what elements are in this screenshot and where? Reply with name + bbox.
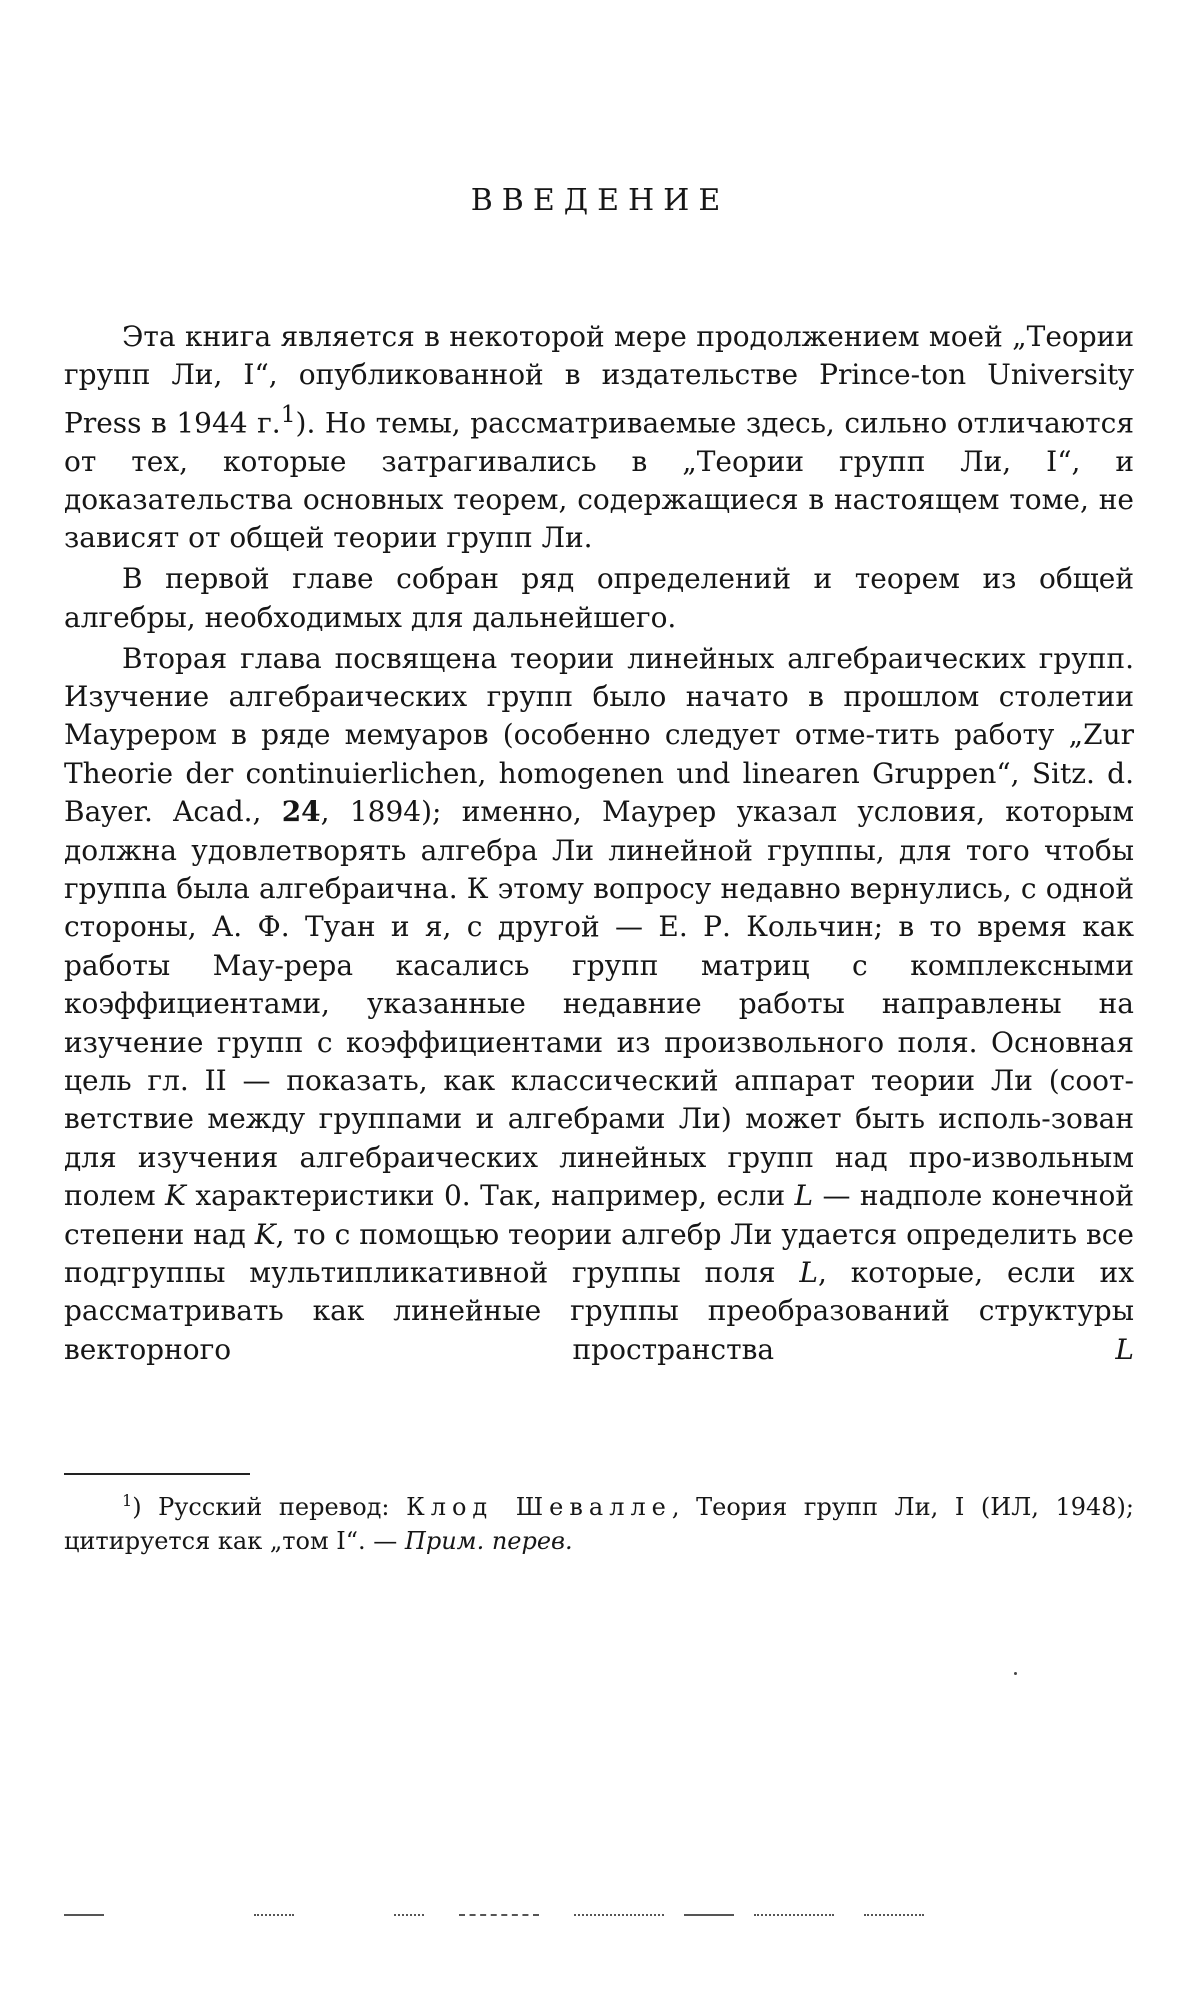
volume-number: 24: [282, 795, 321, 828]
scan-speck: [1014, 1672, 1017, 1675]
page-title: ВВЕДЕНИЕ: [0, 181, 1200, 221]
scan-mark: [394, 1914, 424, 1916]
footnote-author: Клод Шевалле: [406, 1493, 672, 1521]
scan-mark: [254, 1914, 294, 1916]
paragraph-3-text-a: Вторая глава посвящена теории линейных алгебраических групп. Изучение алгебраических групп было начато в прошлом столетии Маурером в ряде мемуаров (особенно следует отме-тить работу „Zur Theorie der continuierlichen, homogenen und linearen Gruppen“, Sitz. d. Bayer. Acad.,: [64, 642, 1134, 829]
math-var-l: L: [794, 1179, 813, 1212]
footnote: [64, 1490, 1134, 1558]
scan-mark: [864, 1914, 924, 1916]
footnote-text: [64, 1490, 1134, 1558]
scan-mark: [64, 1914, 104, 1916]
footnote-text-b: , Теория групп Ли, I (ИЛ, 1948); цитируется как „том I“. —: [64, 1493, 1134, 1555]
math-var-k: K: [255, 1218, 276, 1251]
footnote-reference: 1: [281, 400, 296, 428]
paragraph-3-text-c: характеристики 0. Так, например, если: [186, 1179, 795, 1212]
scan-mark: [574, 1914, 664, 1916]
paragraph-2: В первой главе собран ряд определений и теорем из общей алгебры, необходимых для дальнейшего.: [64, 560, 1134, 637]
paragraph-3: [64, 640, 1134, 1370]
footnote-text-a: ) Русский перевод:: [132, 1493, 406, 1521]
footnote-divider: [64, 1473, 250, 1475]
math-var-k: K: [165, 1179, 186, 1212]
scan-mark: [684, 1914, 734, 1916]
main-text: [64, 318, 1134, 1372]
math-var-l: L: [799, 1256, 818, 1289]
paragraph-3-text-b: , 1894); именно, Маурер указал условия, которым должна удовлетворять алгебра Ли линейной группы, для того чтобы группа была алгебраична. К этому вопросу недавно вернулись, с одной стороны, А. Ф. Туан и я, с другой — Е. Р. Кольчин; в то время как работы Мау-рера касались групп матриц с комплексными коэффициентами, указанные недавние работы направлены на изучение групп с коэффициентами из произвольного поля. Основная цель гл. II — показать, как классический аппарат теории Ли (соот-ветствие между группами и алгебрами Ли) может быть исполь-зован для изучения алгебраических линейных групп над про-извольным полем: [64, 795, 1134, 1212]
paragraph-3-text-d: — надполе конечной степени над: [64, 1179, 1134, 1250]
paragraph-3-text-e: , то с помощью теории алгебр Ли удается определить все подгруппы мультипликативной группы поля: [64, 1218, 1134, 1289]
book-page: [0, 0, 1200, 1990]
scan-mark: [459, 1914, 539, 1916]
paragraph-3-text-f: , которые, если их рассматривать как линейные группы преобразований структуры векторного пространства: [64, 1256, 1134, 1366]
scan-bottom-marks: [64, 1914, 994, 1920]
paragraph-1-text-a: Эта книга является в некоторой мере продолжением моей „Теории групп Ли, I“, опубликованной в издательстве Prince-ton University Press в 1944 г.: [64, 320, 1134, 439]
math-var-l: L: [1115, 1333, 1134, 1366]
translator-note: Прим. перев.: [405, 1527, 573, 1555]
paragraph-1-text-b: ). Но темы, рассматриваемые здесь, сильно отличаются от тех, которые затрагивались в „Теории групп Ли, I“, и доказательства основных теорем, содержащиеся в настоящем томе, не зависят от общей теории групп Ли.: [64, 406, 1134, 554]
footnote-marker: 1: [122, 1491, 132, 1510]
scan-mark: [754, 1914, 834, 1916]
paragraph-1: [64, 318, 1134, 558]
